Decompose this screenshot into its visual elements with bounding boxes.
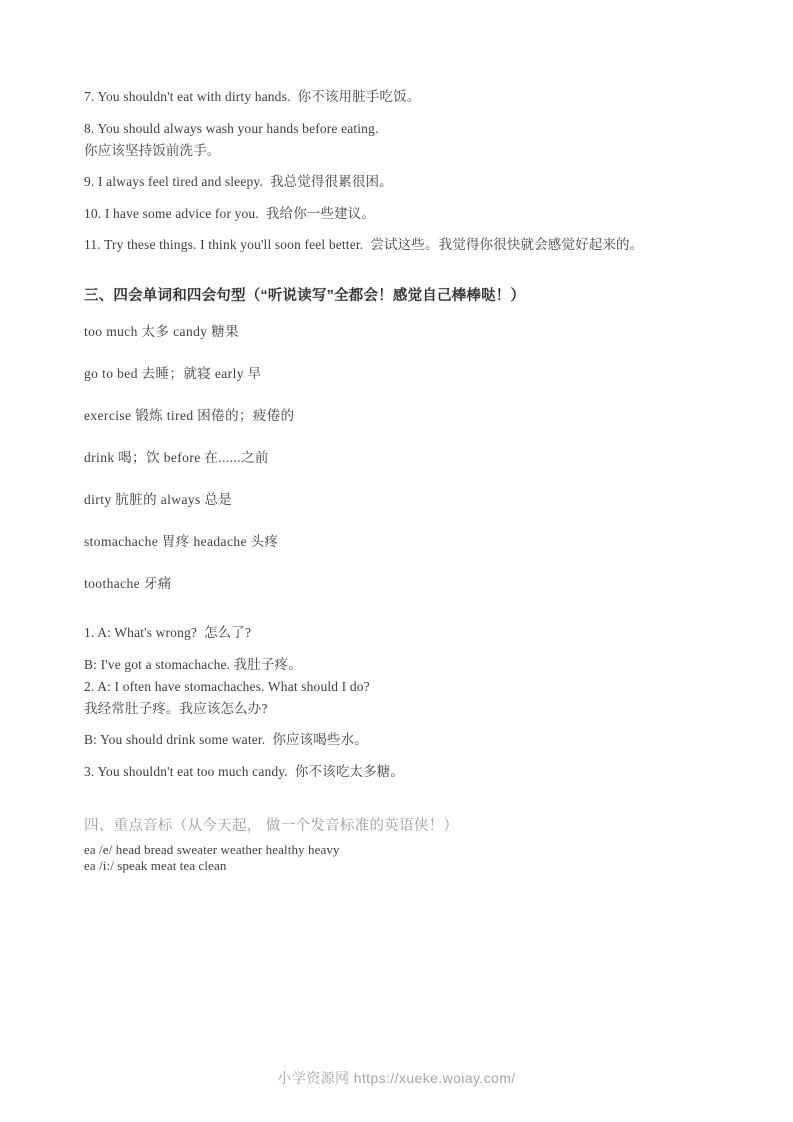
- phonetic-list: [84, 842, 744, 875]
- section-three-heading: 三、四会单词和四会句型（“听说读写”全都会！感觉自己棒棒哒！）: [84, 288, 526, 304]
- vocabulary-row: stomachache 胃疼 headache 头疼: [84, 534, 279, 549]
- phonetic-line-ii: ea /i:/ speak meat tea clean: [84, 858, 227, 873]
- dialogue-line-1: 1. A: What's wrong? 怎么了?: [84, 625, 252, 640]
- dialogue-line-5: B: You should drink some water. 你应该喝些水。: [84, 732, 368, 747]
- dialogue-line-2: B: I've got a stomachache. 我肚子疼。: [84, 656, 302, 672]
- sentence-item-7: 7. You shouldn't eat with dirty hands. 你不该用脏手吃饭。: [84, 89, 421, 104]
- dialogue-line-4: 我经常肚子疼。我应该怎么办?: [84, 700, 268, 716]
- vocabulary-list: [84, 323, 744, 592]
- dialogue-line-6: 3. You shouldn't eat too much candy. 你不该吃太多糖。: [84, 763, 405, 779]
- sentence-item-8-english: 8. You should always wash your hands before eating.: [84, 120, 379, 136]
- section-four-heading: 四、重点音标（从今天起， 做一个发音标准的英语侠！）: [84, 817, 459, 834]
- vocabulary-row: drink 喝；饮 before 在......之前: [84, 450, 269, 465]
- sentence-list: [84, 88, 744, 253]
- vocabulary-row: dirty 肮脏的 always 总是: [84, 492, 233, 507]
- dialogue-line-3: 2. A: I often have stomachaches. What should I do?: [84, 678, 370, 694]
- spacer-after-section-three-heading: [84, 306, 744, 323]
- dialogue-list: [84, 624, 744, 780]
- vocabulary-row: exercise 锻炼 tired 困倦的；疲倦的: [84, 408, 295, 423]
- spacer-before-section-four: [84, 780, 744, 816]
- sentence-item-11: 11. Try these things. I think you'll soon feel better. 尝试这些。我觉得你很快就会感觉好起来的。: [84, 237, 644, 252]
- site-watermark: 小学资源网 https://xueke.woiay.com/: [277, 1070, 516, 1086]
- vocabulary-row: go to bed 去睡；就寝 early 早: [84, 366, 262, 381]
- document-body: [84, 88, 744, 875]
- phonetic-line-e: ea /e/ head bread sweater weather healthy heavy: [84, 841, 340, 857]
- sentence-item-9: 9. I always feel tired and sleepy. 我总觉得很累很困。: [84, 174, 393, 189]
- vocabulary-row: too much 太多 candy 糖果: [84, 324, 239, 339]
- spacer-before-dialogues: [84, 617, 744, 624]
- vocabulary-row: toothache 牙痛: [84, 576, 172, 591]
- sentence-item-10: 10. I have some advice for you. 我给你一些建议。: [84, 205, 376, 221]
- sentence-item-8-chinese: 你应该坚持饭前洗手。: [84, 142, 221, 158]
- spacer-before-section-three: [84, 253, 744, 286]
